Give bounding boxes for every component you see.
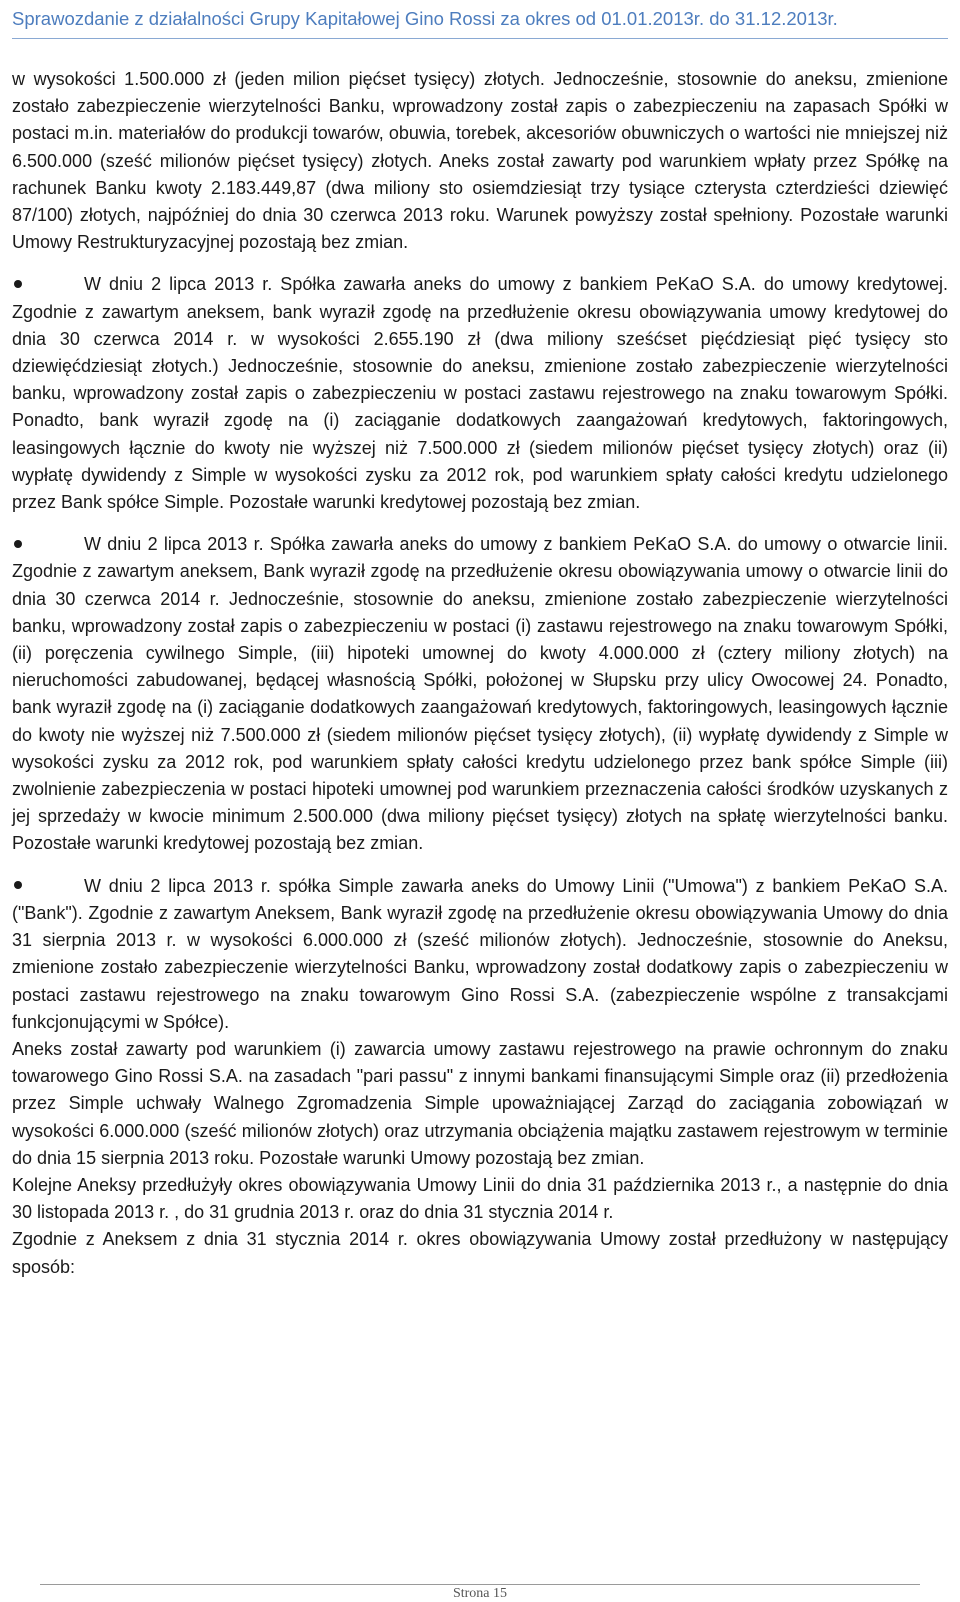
bullet-item [12,531,948,857]
page-header: Sprawozdanie z działalności Grupy Kapitałowej Gino Rossi za okres od 01.01.2013r. do 31.12.2013r. [12,8,838,29]
bullet-icon [12,531,84,558]
bullet-item [12,271,948,516]
footer-divider [40,1584,920,1585]
paragraph: Aneks został zawarty pod warunkiem (i) zawarcia umowy zastawu rejestrowego na prawie ochronnym do znaku towarowego Gino Rossi S.A. na zasadach "pari passu" z innymi bankami finansującymi Simple oraz (ii) przedłożenia przez Simple uchwały Walnego Zgromadzenia Simple upoważniającej Zarząd do zaciągania zobowiązań w wysokości 6.000.000 (sześć milionów złotych) oraz utrzymania obciążenia majątku zastawem rejestrowym w terminie do dnia 15 sierpnia 2013 roku. Pozostałe warunki Umowy pozostają bez zmian. [12,1038,948,1168]
document-body [12,66,948,1281]
bullet-text: W dniu 2 lipca 2013 r. Spółka zawarła aneks do umowy z bankiem PeKaO S.A. do umowy o otwarcie linii. Zgodnie z zawartym aneksem, Bank wyraził zgodę na przedłużenie okresu obowiązywania umowy o otwarcie linii do dnia 30 czerwca 2014 r. Jednocześnie, stosownie do aneksu, zmienione zostało zabezpieczenie wierzytelności banku, wprowadzony został zapis o zabezpieczeniu w postaci (i) zastawu rejestrowego na znaku towarowym Spółki, (ii) poręczenia cywilnego Simple, (iii) hipoteki umownej do kwoty 4.000.000 zł (cztery miliony złotych) na nieruchomości zabudowanej, będącej własnością Spółki, położonej w Słupsku przy ulicy Owocowej 24. Ponadto, bank wyraził zgodę na (i) zaciąganie dodatkowych zaangażowań kredytowych, faktoringowych, leasingowych łącznie do kwoty nie wyższej niż 7.500.000 zł (siedem milionów pięćset tysięcy złotych), (ii) wypłatę dywidendy z Simple w wysokości zysku za 2012 rok, pod warunkiem spłaty całości kredytu udzielonego przez bank spółce Simple (iii) zwolnienie zabezpieczenia w postaci hipoteki umownej pod warunkiem przeznaczenia całości środków uzyskanych z jej sprzedaży w kwocie minimum 2.500.000 (dwa miliony pięćset tysięcy) złotych na spłatę wierzytelności banku. Pozostałe warunki kredytowej pozostają bez zmian. [12,534,948,854]
bullet-text: W dniu 2 lipca 2013 r. Spółka zawarła aneks do umowy z bankiem PeKaO S.A. do umowy kredytowej. Zgodnie z zawartym aneksem, bank wyraził zgodę na przedłużenie okresu obowiązywania umowy kredytowej do dnia 30 czerwca 2014 r. w wysokości 2.655.190 zł (dwa miliony sześćset pięćdziesiąt pięć tysięcy sto dziewięćdziesiąt złotych.) Jednocześnie, stosownie do aneksu, zmienione zostało zabezpieczenie wierzytelności banku, wprowadzony został zapis o zabezpieczeniu w postaci zastawu rejestrowego na znaku towarowym Spółki. Ponadto, bank wyraził zgodę na (i) zaciąganie dodatkowych zaangażowań kredytowych, faktoringowych, leasingowych łącznie do kwoty nie wyższej niż 7.500.000 zł (siedem milionów pięćset tysięcy złotych) oraz (ii) wypłatę dywidendy z Simple w wysokości zysku za 2012 rok, pod warunkiem spłaty całości kredytu udzielonego przez Bank spółce Simple. Pozostałe warunki kredytowej pozostają bez zmian. [12,274,948,513]
bullet-icon [12,271,84,298]
bullet-text: W dniu 2 lipca 2013 r. spółka Simple zawarła aneks do Umowy Linii ("Umowa") z bankiem PeKaO S.A. ("Bank"). Zgodnie z zawartym Aneksem, Bank wyraził zgodę na przedłużenie okresu obowiązywania Umowy do dnia 31 sierpnia 2013 r. w wysokości 6.000.000 zł (sześć milionów złotych). Jednocześnie, stosownie do Aneksu, zmienione zostało zabezpieczenie wierzytelności Banku, wprowadzony został dodatkowy zapis o zabezpieczeniu w postaci zastawu rejestrowego na znaku towarowym Gino Rossi S.A. (zabezpieczenie wspólne z transakcjami funkcjonującymi w Spółce). [12,875,948,1032]
paragraph: Kolejne Aneksy przedłużyły okres obowiązywania Umowy Linii do dnia 31 października 2013 r., a następnie do dnia 30 listopada 2013 r. , do 31 grudnia 2013 r. oraz do dnia 31 stycznia 2014 r. [12,1174,948,1223]
bullet-icon [12,873,84,900]
bullet-item [12,873,948,1036]
header-divider [12,38,948,39]
paragraph: Zgodnie z Aneksem z dnia 31 stycznia 2014 r. okres obowiązywania Umowy został przedłużony w następujący sposób: [12,1229,948,1277]
paragraph-continuation: w wysokości 1.500.000 zł (jeden milion pięćset tysięcy) złotych. Jednocześnie, stosownie do aneksu, zmienione zostało zabezpieczenie wierzytelności Banku, wprowadzony został zapis o zabezpieczeniu na zapasach Spółki w postaci m.in. materiałów do produkcji towarów, obuwia, torebek, akcesoriów obuwniczych o wartości nie mniejszej niż 6.500.000 (sześć milionów pięćset tysięcy) złotych. Aneks został zawarty pod warunkiem wpłaty przez Spółkę na rachunek Banku kwoty 2.183.449,87 (dwa miliony sto osiemdziesiąt trzy tysiące czterysta czterdzieści dziewięć 87/100) złotych, najpóźniej do dnia 30 czerwca 2013 roku. Warunek powyższy został spełniony. Pozostałe warunki Umowy Restrukturyzacyjnej pozostają bez zmian. [12,69,948,253]
page-number: Strona 15 [452,1586,508,1601]
